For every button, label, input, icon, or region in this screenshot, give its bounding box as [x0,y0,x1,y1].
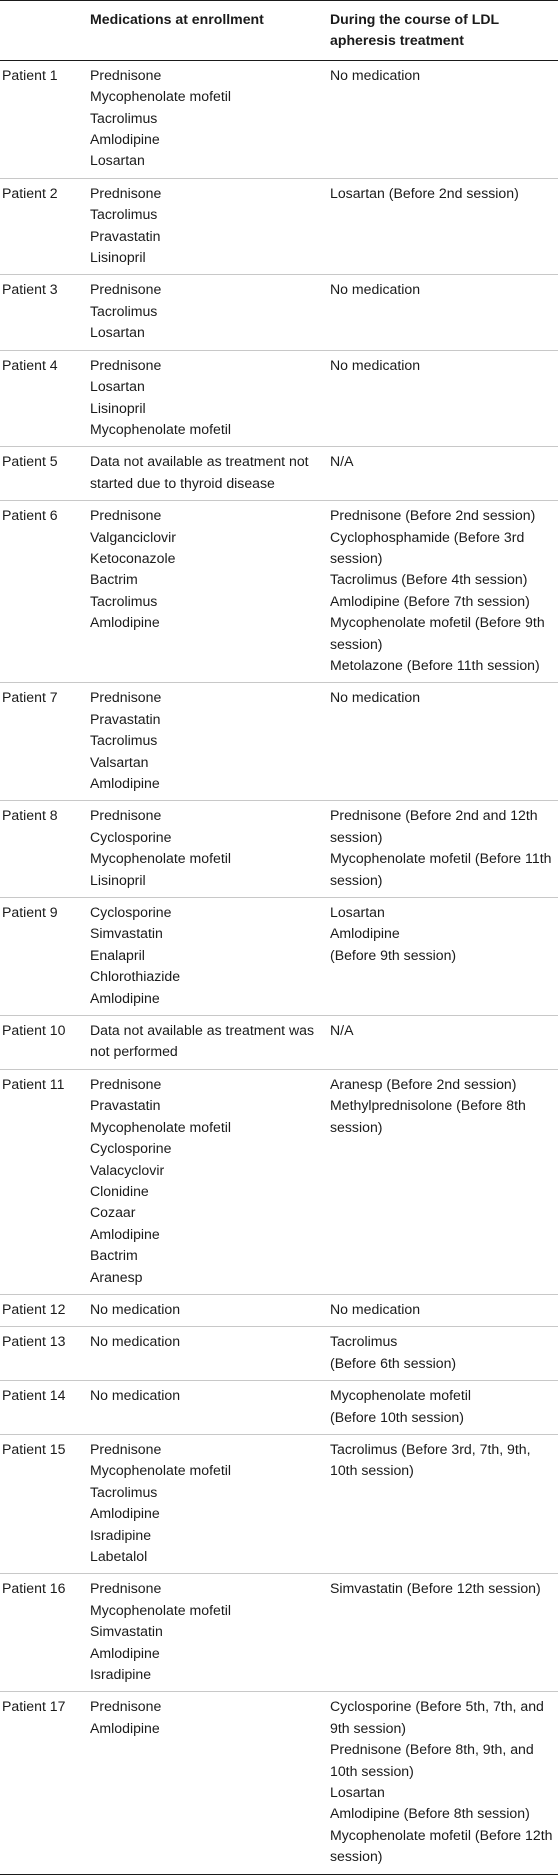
during-treatment-medication: Prednisone (Before 2nd session) [330,507,536,524]
enrollment-medication: Pravastatin [90,227,161,244]
enrollment-medication: Pravastatin [90,710,161,727]
enrollment-medication: Amlodipine [90,131,160,148]
table-row [0,447,558,501]
enrollment-medication: Mycophenolate mofetil [90,1462,232,1479]
patient-id-cell: Patient 8 [0,801,90,898]
enrollment-medication: Prednisone [90,1075,162,1092]
during-treatment-medication: Tacrolimus (Before 4th session) [330,571,528,588]
enrollment-medication: Amlodipine [90,614,160,631]
enrollment-medication: Simvastatin [90,925,163,942]
during-treatment-medication: Losartan [330,1784,385,1801]
during-treatment-medication: Losartan (Before 2nd session) [330,184,519,201]
during-treatment-medications-cell [330,1692,558,1874]
enrollment-medication: Valsartan [90,753,149,770]
patient-id-cell: Patient 3 [0,275,90,350]
enrollment-medication: Mycophenolate mofetil [90,88,232,105]
table-row [0,1381,558,1435]
table-header-row [0,1,558,61]
enrollment-medication: Cyclosporine [90,828,172,845]
during-treatment-medication: Cyclophosphamide (Before 3rd session) [330,528,525,566]
table-row [0,350,558,447]
enrollment-medication: Isradipine [90,1666,152,1683]
enrollment-medication: Cozaar [90,1204,136,1221]
during-treatment-medication: Mycophenolate mofetil (Before 11th session) [330,850,552,888]
during-treatment-medications-cell [330,1294,558,1326]
during-treatment-medications-cell [330,1327,558,1381]
enrollment-medication: Prednisone [90,807,162,824]
enrollment-medications-cell [90,1327,330,1381]
enrollment-medication: Amlodipine [90,1225,160,1242]
patient-id-cell: Patient 16 [0,1574,90,1692]
table-row [0,898,558,1016]
during-treatment-medications-cell [330,683,558,801]
during-treatment-medications-cell [330,898,558,1016]
enrollment-medication: Amlodipine [90,1644,160,1661]
during-treatment-medication: Methylprednisolone (Before 8th session) [330,1097,526,1135]
enrollment-medication: Tacrolimus [90,206,158,223]
enrollment-medication: No medication [90,1387,181,1404]
enrollment-medication: Tacrolimus [90,302,158,319]
patient-id-cell: Patient 4 [0,350,90,447]
during-treatment-medication: Amlodipine (Before 7th session) [330,592,530,609]
enrollment-medications-cell [90,447,330,501]
during-treatment-medication: No medication [330,281,421,298]
enrollment-medications-cell [90,1069,330,1294]
enrollment-medication: Amlodipine [90,775,160,791]
enrollment-medications-cell [90,898,330,1016]
during-treatment-medication: Mycophenolate mofetil (Before 12th session) [330,1826,553,1865]
patient-id-cell: Patient 12 [0,1294,90,1326]
enrollment-medication: Enalapril [90,946,145,963]
enrollment-medications-cell [90,178,330,275]
table-row [0,683,558,801]
enrollment-medication: Mycophenolate mofetil [90,850,232,867]
enrollment-medications-cell [90,501,330,683]
table-body [0,60,558,1874]
during-treatment-medication: No medication [330,1300,421,1317]
patient-id-cell: Patient 13 [0,1327,90,1381]
during-treatment-medication: Prednisone (Before 2nd and 12th session) [330,807,538,845]
during-treatment-medication: Amlodipine (Before 8th session) [330,1805,530,1822]
during-treatment-medications-cell [330,447,558,501]
enrollment-medication: Chlorothiazide [90,968,181,985]
enrollment-medications-cell [90,1294,330,1326]
enrollment-medication: Data not available as treatment was not performed [90,1022,315,1060]
during-treatment-medication: No medication [330,689,421,706]
patient-id-cell: Patient 6 [0,501,90,683]
enrollment-medication: Valacyclovir [90,1161,165,1178]
enrollment-medication: Prednisone [90,689,162,706]
patient-id-cell: Patient 10 [0,1016,90,1070]
enrollment-medication: Prednisone [90,1698,162,1715]
enrollment-medication: Amlodipine [90,1505,160,1522]
during-treatment-medications-cell [330,801,558,898]
enrollment-medication: Prednisone [90,184,162,201]
patient-id-cell: Patient 17 [0,1692,90,1874]
enrollment-medication: Amlodipine [90,989,160,1006]
enrollment-medication: Prednisone [90,1440,162,1457]
enrollment-medication: Clonidine [90,1182,149,1199]
patient-id-cell: Patient 1 [0,60,90,178]
enrollment-medication: Cyclosporine [90,1140,172,1157]
patient-id-cell: Patient 2 [0,178,90,275]
enrollment-medications-cell [90,60,330,178]
during-treatment-medications-cell [330,1574,558,1692]
table-row [0,501,558,683]
enrollment-medication: Ketoconazole [90,549,176,566]
table-row [0,801,558,898]
header-during: During the course of LDL apheresis treatment [330,1,558,61]
during-treatment-medication: Losartan [330,904,385,921]
enrollment-medication: Tacrolimus [90,109,158,126]
enrollment-medication: Lisinopril [90,871,146,888]
enrollment-medication: Pravastatin [90,1097,161,1114]
enrollment-medication: Simvastatin [90,1623,163,1640]
enrollment-medication: Tacrolimus [90,1483,158,1500]
header-enrollment: Medications at enrollment [90,1,330,61]
table-row [0,60,558,178]
enrollment-medication: Lisinopril [90,399,146,416]
header-patient [0,1,90,61]
enrollment-medications-cell [90,1016,330,1070]
enrollment-medication: Bactrim [90,1247,138,1264]
during-treatment-medication: N/A [330,453,354,470]
enrollment-medication: Bactrim [90,571,138,588]
enrollment-medications-cell [90,1381,330,1435]
enrollment-medication: Cyclosporine [90,904,172,921]
enrollment-medications-cell [90,801,330,898]
enrollment-medication: Aranesp [90,1268,143,1285]
enrollment-medication: Mycophenolate mofetil [90,420,232,437]
enrollment-medications-cell [90,683,330,801]
enrollment-medication: No medication [90,1300,181,1317]
during-treatment-medication: (Before 10th session) [330,1408,464,1425]
during-treatment-medication: Tacrolimus (Before 3rd, 7th, 9th, 10th session) [330,1440,531,1479]
enrollment-medications-cell [90,1692,330,1874]
during-treatment-medication: No medication [330,66,421,83]
during-treatment-medications-cell [330,275,558,350]
during-treatment-medication: N/A [330,1022,354,1039]
during-treatment-medication: Amlodipine [330,925,400,942]
enrollment-medication: Losartan [90,152,145,169]
enrollment-medication: Prednisone [90,507,162,524]
table-row [0,275,558,350]
patient-id-cell: Patient 5 [0,447,90,501]
during-treatment-medication: No medication [330,356,421,373]
enrollment-medications-cell [90,350,330,447]
during-treatment-medication: (Before 6th session) [330,1354,457,1371]
enrollment-medication: Mycophenolate mofetil [90,1601,232,1618]
during-treatment-medication: Metolazone (Before 11th session) [330,656,540,673]
enrollment-medication: Tacrolimus [90,732,158,749]
table-row [0,178,558,275]
enrollment-medication: Labetalol [90,1548,148,1564]
enrollment-medication: Losartan [90,324,145,341]
patient-id-cell: Patient 14 [0,1381,90,1435]
patient-id-cell: Patient 9 [0,898,90,1016]
table-row [0,1069,558,1294]
table-row [0,1692,558,1874]
patient-id-cell: Patient 11 [0,1069,90,1294]
enrollment-medication: Prednisone [90,281,162,298]
during-treatment-medications-cell [330,350,558,447]
enrollment-medications-cell [90,1574,330,1692]
table-row [0,1016,558,1070]
during-treatment-medication: Tacrolimus [330,1333,398,1350]
during-treatment-medications-cell [330,1069,558,1294]
patient-id-cell: Patient 15 [0,1434,90,1573]
table-row [0,1327,558,1381]
enrollment-medication: Isradipine [90,1526,152,1543]
during-treatment-medications-cell [330,1016,558,1070]
enrollment-medications-cell [90,275,330,350]
during-treatment-medications-cell [330,1434,558,1573]
enrollment-medication: No medication [90,1333,181,1350]
enrollment-medication: Losartan [90,378,145,395]
during-treatment-medications-cell [330,1381,558,1435]
enrollment-medication: Mycophenolate mofetil [90,1118,232,1135]
enrollment-medication: Prednisone [90,66,162,83]
during-treatment-medications-cell [330,178,558,275]
enrollment-medication: Amlodipine [90,1719,160,1736]
table-row [0,1434,558,1573]
during-treatment-medication: Simvastatin (Before 12th session) [330,1580,541,1597]
enrollment-medication: Prednisone [90,356,162,373]
during-treatment-medications-cell [330,60,558,178]
during-treatment-medications-cell [330,501,558,683]
enrollment-medications-cell [90,1434,330,1573]
table-row [0,1574,558,1692]
enrollment-medication: Tacrolimus [90,592,158,609]
during-treatment-medication: Cyclosporine (Before 5th, 7th, and 9th session) [330,1698,544,1736]
patient-id-cell: Patient 7 [0,683,90,801]
during-treatment-medication: Mycophenolate mofetil (Before 9th session) [330,614,545,652]
during-treatment-medication: Prednisone (Before 8th, 9th, and 10th session) [330,1741,534,1779]
enrollment-medication: Prednisone [90,1580,162,1597]
during-treatment-medication: Mycophenolate mofetil [330,1387,472,1404]
enrollment-medication: Lisinopril [90,249,146,266]
during-treatment-medication: Aranesp (Before 2nd session) [330,1075,517,1092]
enrollment-medication: Data not available as treatment not started due to thyroid disease [90,453,309,491]
table-row [0,1294,558,1326]
during-treatment-medication: (Before 9th session) [330,946,457,963]
enrollment-medication: Valganciclovir [90,528,176,545]
